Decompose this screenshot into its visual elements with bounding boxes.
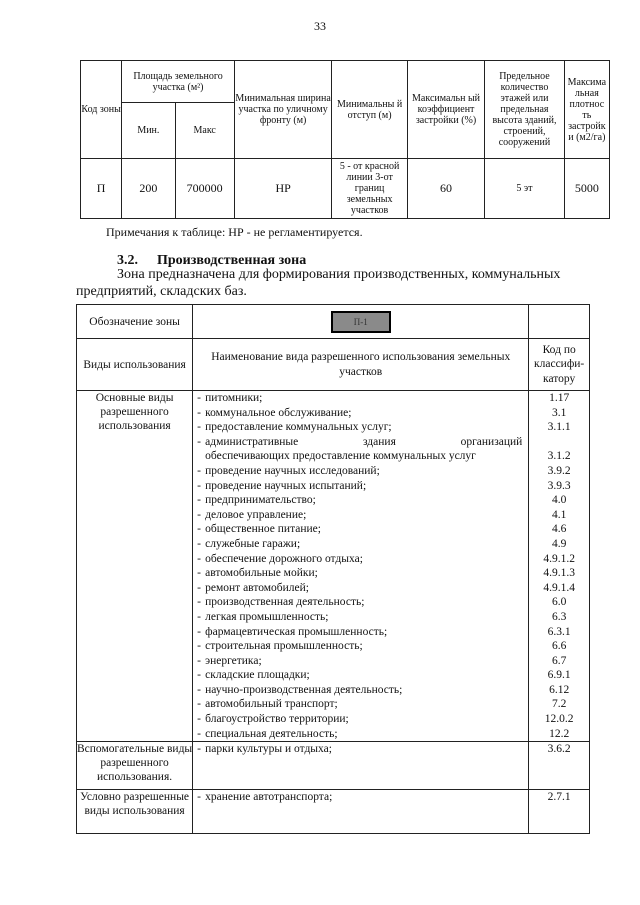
- list-item: - автомобильный транспорт;: [197, 698, 338, 711]
- list-item: - хранение автотранспорта;: [197, 791, 333, 804]
- list-item: - административные здания организаций обеспечивающих предоставление коммунальных услуг: [197, 435, 523, 463]
- list-item: - научно-производственная деятельность;: [197, 683, 403, 696]
- list-item: - складские площадки;: [197, 669, 310, 682]
- list-item: - энергетика;: [197, 654, 262, 667]
- list-item: - благоустройство территории;: [197, 713, 349, 726]
- group-codes-main: 1.17 3.1 3.1.1 3.1.2 3.9.2 3.9.3 4.0 4.1 4.6 4.9 4.9.1.2 4.9.1.3 4.9.1.4 6.0 6.3 6.3.1 6.6 6.7 6.9.1 6.12 7.2 12.0.2 12.2: [529, 391, 590, 742]
- list-item: - проведение научных испытаний;: [197, 479, 367, 492]
- group-items-conditional: [193, 790, 529, 834]
- cell-min: 200: [122, 159, 175, 219]
- th-max-floors: Предельное количество этажей или предельная высота зданий, строений, сооружений: [485, 61, 564, 159]
- list-item: - строительная промышленность;: [197, 640, 363, 653]
- list-item: - коммунальное обслуживание;: [197, 406, 352, 419]
- group-row-auxiliary: [77, 742, 590, 790]
- group-items-main: [193, 391, 529, 742]
- paragraph-line-2: предприятий, складских баз.: [76, 284, 247, 299]
- th-max-coef: Максимальн ый коэффициент застройки (%): [407, 61, 484, 159]
- group-label-auxiliary: Вспомогательные виды разрешенного использования.: [77, 742, 193, 790]
- list-item: - легкая промышленность;: [197, 610, 329, 623]
- list-item: - питомники;: [197, 392, 263, 404]
- th-min: Мин.: [122, 103, 175, 159]
- th-use-names: Наименование вида разрешенного использования земельных участков: [193, 339, 529, 391]
- th-classifier-code: Код по классифи-катору: [529, 339, 590, 391]
- group-codes-conditional: 2.7.1: [529, 790, 590, 834]
- paragraph-line-1: Зона предназначена для формирования производственных, коммунальных: [117, 267, 561, 282]
- th-zone-code: Код зоны: [81, 61, 122, 159]
- cell-min-offset: 5 - от красной линии 3-от границ земельных участков: [332, 159, 407, 219]
- cell-max-coef: 60: [407, 159, 484, 219]
- table-note: Примечания к таблице: НР - не регламентируется.: [106, 225, 363, 239]
- cell-min-width: НР: [234, 159, 332, 219]
- cell-max: 700000: [175, 159, 234, 219]
- section-number: 3.2.: [117, 253, 138, 268]
- table-row: [81, 159, 610, 219]
- th-max-density: Максима льная плотнос ть застройк и (м2/га): [564, 61, 609, 159]
- list-item: - обеспечение дорожного отдыха;: [197, 552, 363, 565]
- list-item: - служебные гаражи;: [197, 537, 301, 550]
- zone-parameters-table: [80, 60, 610, 219]
- list-item: - проведение научных исследований;: [197, 464, 380, 477]
- list-item: - автомобильные мойки;: [197, 567, 318, 580]
- th-area: Площадь земельного участка (м²): [122, 61, 235, 103]
- page-number: 33: [314, 19, 326, 33]
- group-items-auxiliary: [193, 742, 529, 790]
- section-title: Производственная зона: [157, 253, 307, 268]
- list-item: - специальная деятельность;: [197, 727, 338, 740]
- list-item: - предпринимательство;: [197, 494, 316, 507]
- th-min-width: Минимальная ширина участка по уличному фронту (м): [234, 61, 332, 159]
- list-item: - фармацевтическая промышленность;: [197, 625, 388, 638]
- group-label-conditional: Условно разрешенные виды использования: [77, 790, 193, 834]
- zone-code-cell: [193, 305, 529, 339]
- list-item: - парки культуры и отдыха;: [197, 743, 332, 756]
- list-item: - деловое управление;: [197, 508, 307, 521]
- list-item: - предоставление коммунальных услуг;: [197, 421, 392, 434]
- zone-code-badge: П-1: [331, 311, 391, 333]
- cell-max-floors: 5 эт: [485, 159, 564, 219]
- th-max: Макс: [175, 103, 234, 159]
- list-item: - ремонт автомобилей;: [197, 581, 309, 594]
- permitted-use-table: [76, 304, 590, 834]
- th-use-types: Виды использования: [77, 339, 193, 391]
- zone-label-cell: Обозначение зоны: [77, 305, 193, 339]
- group-codes-auxiliary: 3.6.2: [529, 742, 590, 790]
- empty-cell: [529, 305, 590, 339]
- list-item: - производственная деятельность;: [197, 596, 365, 609]
- cell-max-density: 5000: [564, 159, 609, 219]
- group-row-conditional: [77, 790, 590, 834]
- cell-zone-code: П: [81, 159, 122, 219]
- list-item: - общественное питание;: [197, 523, 321, 536]
- group-label-main: Основные виды разрешенного использования: [77, 391, 193, 742]
- group-row-main: [77, 391, 590, 742]
- th-min-offset: Минимальны й отступ (м): [332, 61, 407, 159]
